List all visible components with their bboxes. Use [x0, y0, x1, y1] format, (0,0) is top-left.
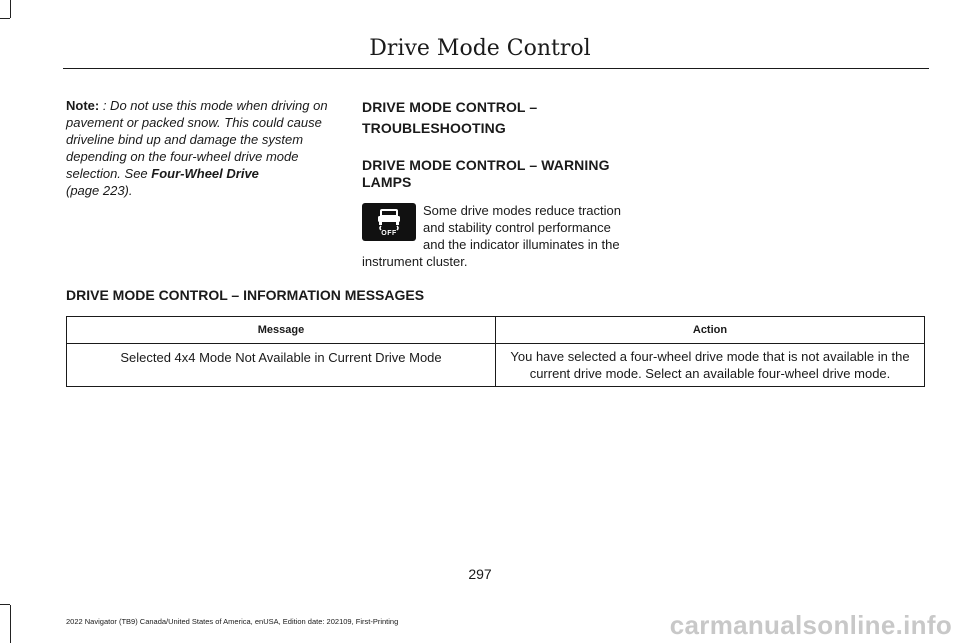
note-paragraph — [66, 97, 336, 199]
note-body: : Do not use this mode when driving on pavement or packed snow. This could cause driveline bind up and damage the system depending on the four-wheel drive mode selection. See — [66, 98, 328, 181]
message-cell: Selected 4x4 Mode Not Available in Current Drive Mode — [67, 344, 496, 387]
warning-lamps-text: Some drive modes reduce traction and stability control performance and the indicator illuminates in the — [423, 203, 621, 252]
page-number: 297 — [468, 566, 492, 582]
watermark: carmanualsonline.info — [669, 610, 952, 640]
information-messages-table — [66, 316, 925, 387]
note-label: Note: — [66, 98, 100, 113]
page-reference[interactable]: (page 223). — [66, 183, 133, 198]
page-title: Drive Mode Control — [369, 36, 591, 61]
crop-mark-top-left-v — [10, 0, 11, 18]
crop-mark-bottom-left-v — [10, 605, 11, 643]
action-cell: You have selected a four-wheel drive mode that is not available in the current drive mode. Select an available four-wheel drive mode. — [496, 344, 925, 387]
column-header-message: Message — [67, 317, 496, 344]
crop-mark-top-left-h — [0, 18, 10, 19]
crop-mark-bottom-left-h — [0, 604, 10, 605]
warning-lamps-heading-line2: LAMPS — [362, 174, 412, 190]
traction-control-off-icon — [362, 203, 416, 241]
warning-lamps-text-continued: instrument cluster. — [362, 254, 468, 269]
header-divider — [63, 68, 929, 69]
table-row — [67, 344, 925, 387]
edition-footer: 2022 Navigator (TB9) Canada/United States of America, enUSA, Edition date: 202109, First-Printing — [66, 617, 399, 626]
table-header-row — [67, 317, 925, 344]
troubleshooting-heading-line2: TROUBLESHOOTING — [362, 120, 506, 136]
warning-lamps-heading-line1: DRIVE MODE CONTROL – WARNING — [362, 157, 610, 173]
icon-off-label: OFF — [381, 230, 397, 237]
cross-reference-link[interactable]: Four-Wheel Drive — [151, 166, 259, 181]
information-messages-heading: DRIVE MODE CONTROL – INFORMATION MESSAGES — [66, 287, 425, 303]
column-header-action: Action — [496, 317, 925, 344]
troubleshooting-heading-line1: DRIVE MODE CONTROL – — [362, 99, 538, 115]
